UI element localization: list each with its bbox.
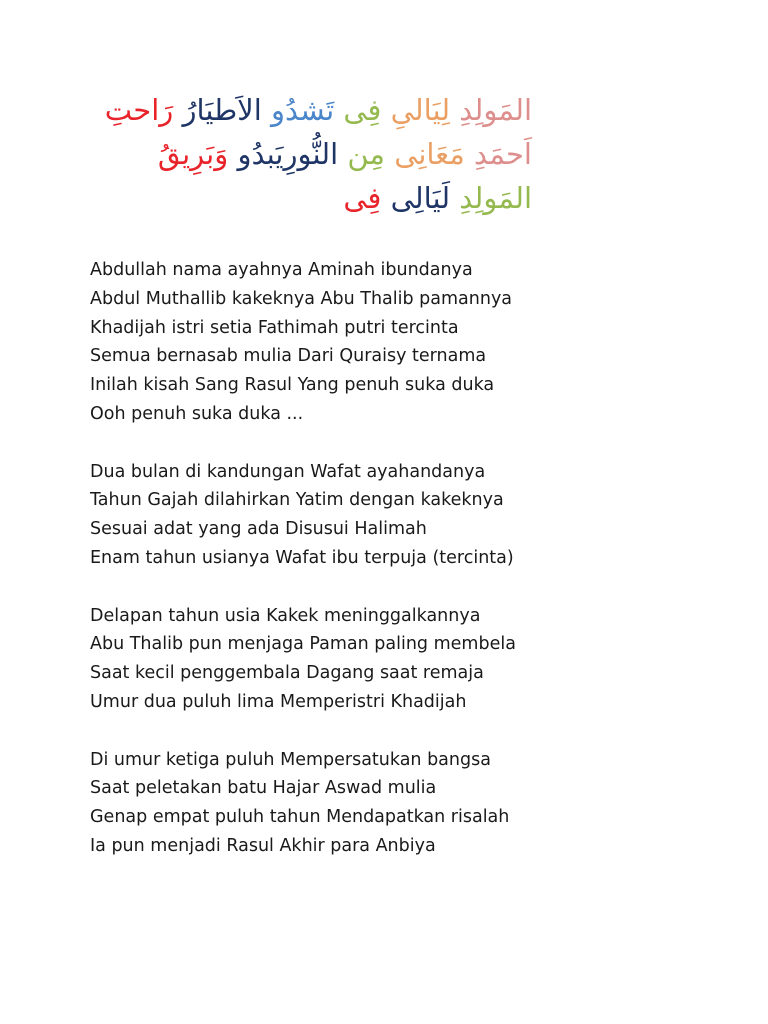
arabic-verse	[60, 88, 532, 220]
lyric-line: Di umur ketiga puluh Mempersatukan bangsa	[90, 749, 491, 770]
lyric-line: Enam tahun usianya Wafat ibu terpuja (tercinta)	[90, 547, 514, 568]
stanza	[90, 458, 690, 573]
lyric-line: Semua bernasab mulia Dari Quraisy ternama	[90, 346, 487, 367]
arabic-line	[60, 88, 532, 132]
arabic-line	[60, 176, 532, 220]
lyric-line: Khadijah istri setia Fathimah putri tercinta	[90, 317, 459, 338]
arabic-word: المَولِدِ	[459, 181, 532, 215]
lyric-line: Inilah kisah Sang Rasul Yang penuh suka duka	[90, 375, 495, 396]
arabic-word: وَبَرِيقُ	[157, 137, 229, 171]
stanza	[90, 602, 690, 717]
lyric-line: Ia pun menjadi Rasul Akhir para Anbiya	[90, 835, 436, 856]
arabic-line	[60, 132, 532, 176]
arabic-word: مَعَانِى	[394, 137, 465, 171]
arabic-word: المَولِدِ	[459, 93, 532, 127]
lyric-line: Abdul Muthallib kakeknya Abu Thalib pamannya	[90, 288, 513, 309]
lyric-line: Sesuai adat yang ada Disusui Halimah	[90, 519, 427, 540]
lyric-line: Dua bulan di kandungan Wafat ayahandanya	[90, 461, 486, 482]
lyric-line: Tahun Gajah dilahirkan Yatim dengan kakeknya	[90, 490, 504, 511]
lyric-line: Saat kecil penggembala Dagang saat remaja	[90, 663, 484, 684]
lyric-line: Abu Thalib pun menjaga Paman paling membela	[90, 634, 516, 655]
lyric-line: Abdullah nama ayahnya Aminah ibundanya	[90, 260, 473, 280]
lyric-line: Delapan tahun usia Kakek meninggalkannya	[90, 605, 481, 626]
lyric-line: Saat peletakan batu Hajar Aswad mulia	[90, 778, 437, 799]
arabic-word: الاَطيَارُ	[182, 93, 262, 127]
arabic-word: لِيَالىِ	[390, 93, 451, 127]
stanza	[90, 256, 690, 429]
arabic-word: رَاحتِ	[104, 93, 174, 127]
stanza	[90, 746, 690, 861]
lyrics-body	[90, 256, 690, 890]
arabic-word: فِى	[343, 93, 382, 127]
lyric-line: Umur dua puluh lima Memperistri Khadijah	[90, 691, 467, 712]
arabic-word: اَحمَدِ	[474, 137, 532, 171]
arabic-word: النُّورِيَبدُو	[237, 137, 339, 171]
arabic-word: فِى	[343, 181, 382, 215]
lyric-line: Genap empat puluh tahun Mendapatkan risalah	[90, 807, 510, 828]
lyric-line: Ooh penuh suka duka ...	[90, 403, 304, 424]
arabic-word: تَشدُو	[270, 93, 335, 127]
arabic-word: لَيَالِى	[390, 181, 451, 215]
arabic-word: مِن	[347, 137, 385, 171]
